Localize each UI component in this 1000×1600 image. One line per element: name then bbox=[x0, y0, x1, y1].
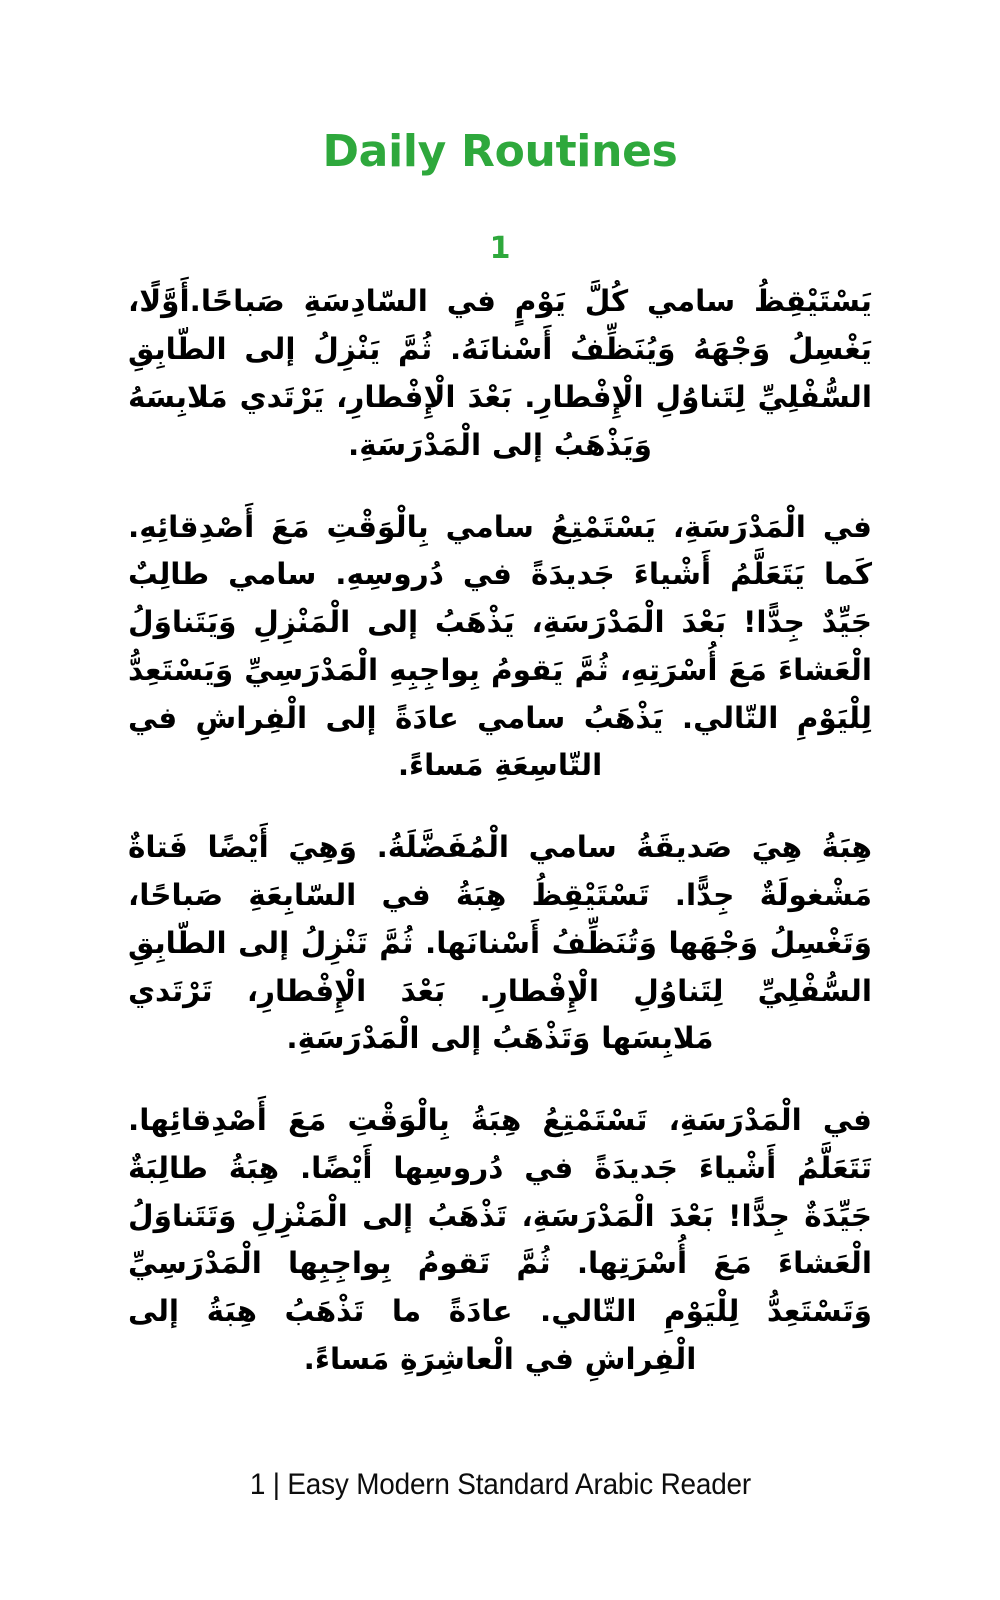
paragraph-2: في الْمَدْرَسَةِ، يَسْتَمْتِعُ سامي بِالْوَقْتِ مَعَ أَصْدِقائِهِ. كَما يَتَعَلَّمُ أَشْياءَ جَديدَةً في دُروسِهِ. سامي طالِبٌ جَيِّدٌ جِدًّا! بَعْدَ الْمَدْرَسَةِ، يَذْهَبُ إلى الْمَنْزِلِ وَيَتَناوَلُ الْعَشاءَ مَعَ أُسْرَتِهِ، ثُمَّ يَقومُ بِواجِبِهِ الْمَدْرَسِيِّ وَيَسْتَعِدُّ لِلْيَوْمِ التّالي. يَذْهَبُ سامي عادَةً إلى الْفِراشِ في التّاسِعَةِ مَساءً. bbox=[128, 509, 872, 783]
paragraph-1: يَسْتَيْقِظُ سامي كُلَّ يَوْمٍ في السّادِسَةِ صَباحًا.أَوَّلًا، يَغْسِلُ وَجْهَهُ وَيُنَظِّفُ أَسْنانَهُ. ثُمَّ يَنْزِلُ إلى الطّابِقِ السُّفْلِيِّ لِتَناوُلِ الْإِفْطارِ. بَعْدَ الْإِفْطارِ، يَرْتَدي مَلابِسَهُ وَيَذْهَبُ إلى الْمَدْرَسَةِ. bbox=[128, 284, 872, 462]
page-footer bbox=[0, 1468, 1000, 1502]
paragraph-3: هِبَةُ هِيَ صَديقَةُ سامي الْمُفَضَّلَةُ. وَهِيَ أَيْضًا فَتاةٌ مَشْغولَةٌ جِدًّا. تَسْتَيْقِظُ هِبَةُ في السّابِعَةِ صَباحًا، وَتَغْسِلُ وَجْهَها وَتُنَظِّفُ أَسْنانَها. ثُمَّ تَنْزِلُ إلى الطّابِقِ السُّفْلِيِّ لِتَناوُلِ الْإِفْطارِ. بَعْدَ الْإِفْطارِ، تَرْتَدي مَلابِسَها وَتَذْهَبُ إلى الْمَدْرَسَةِ. bbox=[128, 830, 872, 1056]
body-text-block bbox=[128, 278, 872, 1383]
title-container bbox=[0, 0, 1000, 176]
footer-text: 1 | Easy Modern Standard Arabic Reader bbox=[249, 1468, 751, 1501]
section-number-container bbox=[0, 231, 1000, 267]
section-number: 1 bbox=[489, 231, 511, 267]
paragraph-4: في الْمَدْرَسَةِ، تَسْتَمْتِعُ هِبَةُ بِالْوَقْتِ مَعَ أَصْدِقائِها. تَتَعَلَّمُ أَشْياءَ جَديدَةً في دُروسِها أَيْضًا. هِبَةُ طالِبَةٌ جَيِّدَةٌ جِدًّا! بَعْدَ الْمَدْرَسَةِ، تَذْهَبُ إلى الْمَنْزِلِ وَتَتَناوَلُ الْعَشاءَ مَعَ أُسْرَتِها. ثُمَّ تَقومُ بِواجِبِها الْمَدْرَسِيِّ وَتَسْتَعِدُّ لِلْيَوْمِ التّالي. عادَةً ما تَذْهَبُ هِبَةُ إلى الْفِراشِ في الْعاشِرَةِ مَساءً. bbox=[128, 1103, 872, 1377]
page-title: Daily Routines bbox=[322, 126, 678, 177]
